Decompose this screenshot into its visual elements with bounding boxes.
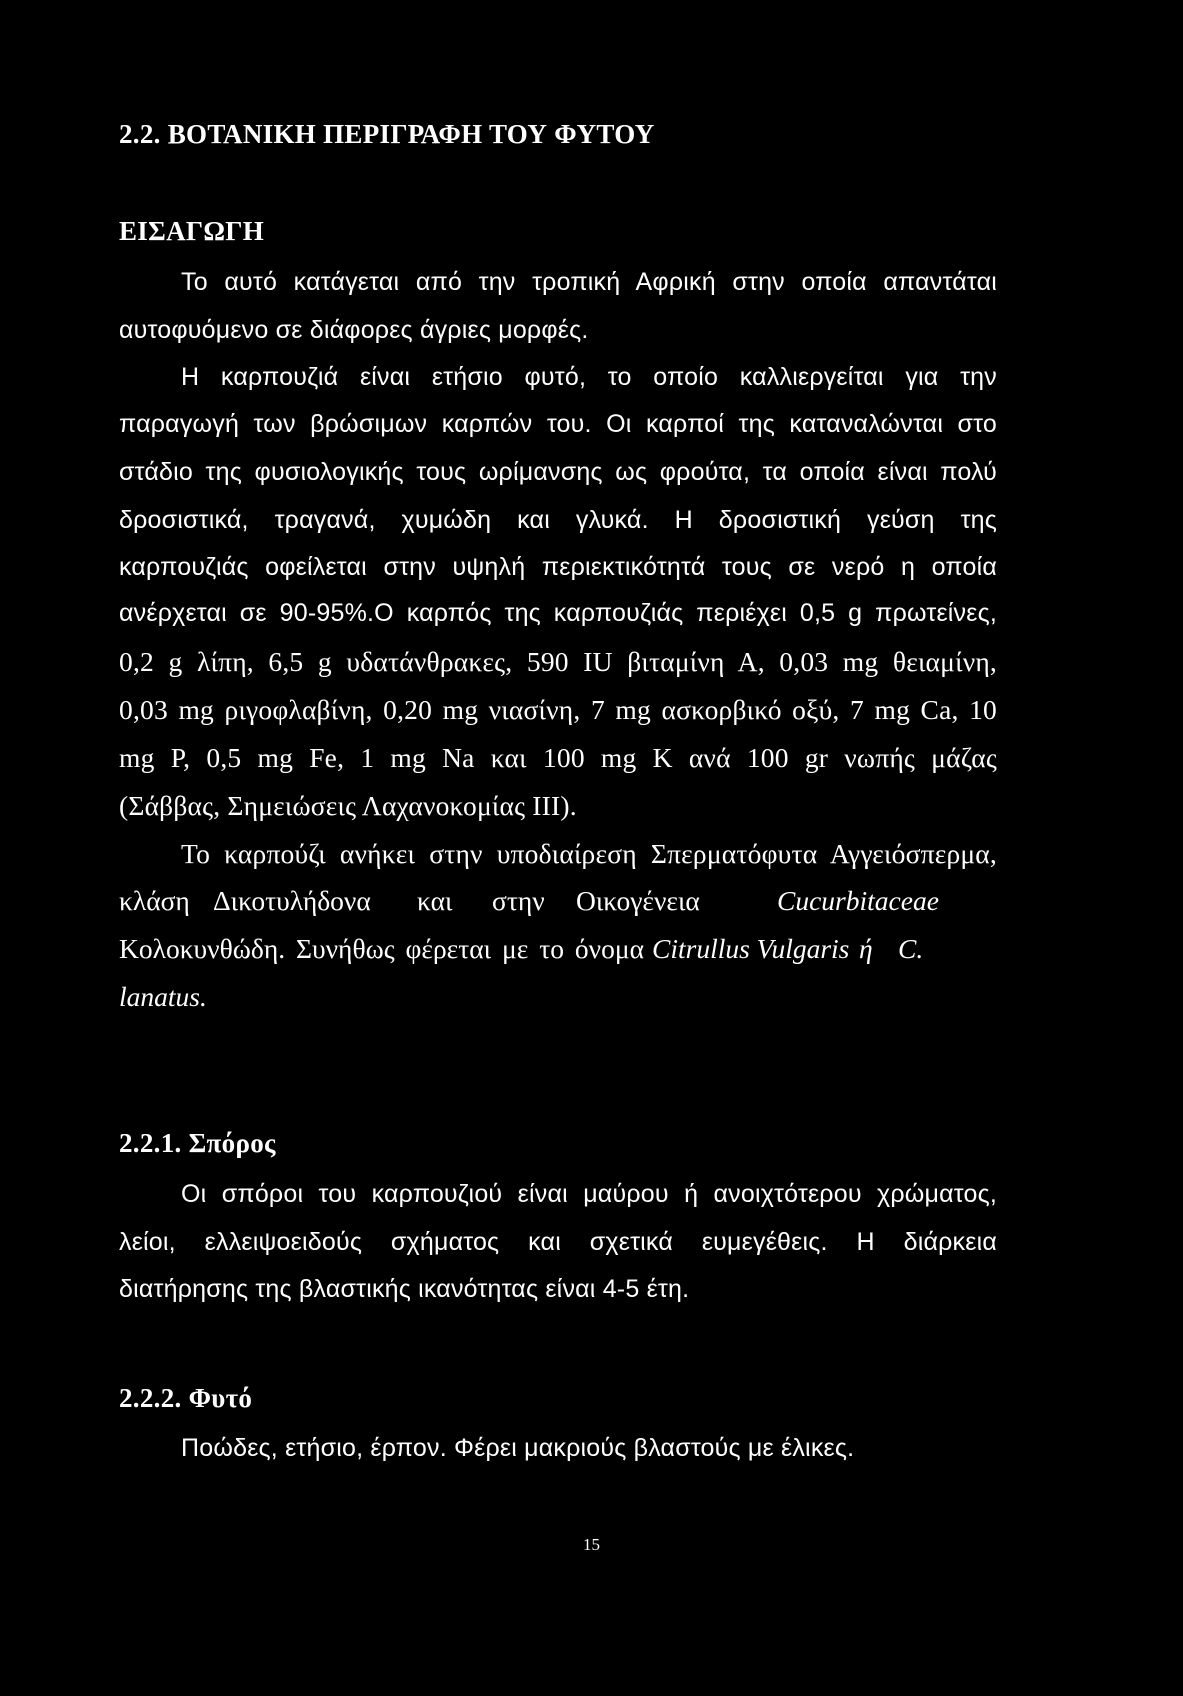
seed-line-1: Οι σπόροι του καρπουζιού είναι μαύρου ή ανοιχτότερου χρώματος, [181,1180,997,1208]
intro-line-7: καρπουζιάς οφείλεται στην υψηλή περιεκτικότητά τους σε νερό η οποία [119,553,997,581]
intro-heading: ΕΙΣΑΓΩΓΗ [119,216,265,246]
family-line-word-5: Οικογένεια [576,885,700,916]
family-line-word-3: και [417,885,453,916]
family-line-word-2: Δικοτυλήδονα [213,885,371,916]
species-abbreviation: C. [898,933,924,964]
name-line-text: Κολοκυνθώδη. Συνήθως φέρεται με το όνομα [119,933,644,964]
intro-line-2: αυτοφυόμενο σε διάφορες άγριες μορφές. [119,316,589,344]
plant-line-1: Ποώδες, ετήσιο, έρπον. Φέρει μακριούς βλαστούς με έλικες. [181,1434,855,1462]
section-title: 2.2. ΒΟΤΑΝΙΚΗ ΠΕΡΙΓΡΑΦΗ ΤΟΥ ΦΥΤΟΥ [119,119,655,149]
intro-line-10: 0,03 mg ριγοφλαβίνη, 0,20 mg νιασίνη, 7 mg ασκορβικό οξύ, 7 mg Ca, 10 [119,694,997,725]
plant-heading: 2.2.2. Φυτό [119,1383,253,1413]
name-line-conjunction: ή [859,933,873,964]
intro-line-9: 0,2 g λίπη, 6,5 g υδατάνθρακες, 590 IU βιταμίνη Α, 0,03 mg θειαμίνη, [119,646,997,677]
intro-line-6: δροσιστικά, τραγανά, χυμώδη και γλυκά. Η δροσιστική γεύση της [119,506,997,534]
intro-line-8: ανέρχεται σε 90-95%.Ο καρπός της καρπουζιάς περιέχει 0,5 g πρωτείνες, [119,599,997,627]
family-latin-name: Cucurbitaceae [777,885,939,916]
species-latin-name: Citrullus Vulgaris [652,933,850,964]
intro-line-1: Το αυτό κατάγεται από την τροπική Αφρική στην οποία απαντάται [181,268,997,296]
intro-line-3: Η καρπουζιά είναι ετήσιο φυτό, το οποίο καλλιεργείται για την [181,363,997,391]
family-line-word-1: κλάση [119,885,190,916]
page-number: 15 [583,1535,600,1554]
seed-heading: 2.2.1. Σπόρος [119,1128,276,1158]
intro-line-12: (Σάββας, Σημειώσεις Λαχανοκομίας ΙΙΙ). [119,790,577,821]
species-epithet: lanatus. [119,981,207,1012]
intro-line-11: mg P, 0,5 mg Fe, 1 mg Na και 100 mg K ανά 100 gr νωπής μάζας [119,742,997,773]
seed-line-2: λείοι, ελλειψοειδούς σχήματος και σχετικά ευμεγέθεις. Η διάρκεια [119,1228,997,1256]
seed-line-3: διατήρησης της βλαστικής ικανότητας είναι 4-5 έτη. [119,1275,690,1303]
intro-line-4: παραγωγή των βρώσιμων καρπών του. Οι καρποί της καταναλώνται στο [119,410,997,438]
family-line-word-4: στην [492,885,545,916]
intro-line-5: στάδιο της φυσιολογικής τους ωρίμανσης ως φρούτα, τα οποία είναι πολύ [119,458,997,486]
intro-line-13: Το καρπούζι ανήκει στην υποδιαίρεση Σπερματόφυτα Αγγειόσπερμα, [181,838,997,869]
